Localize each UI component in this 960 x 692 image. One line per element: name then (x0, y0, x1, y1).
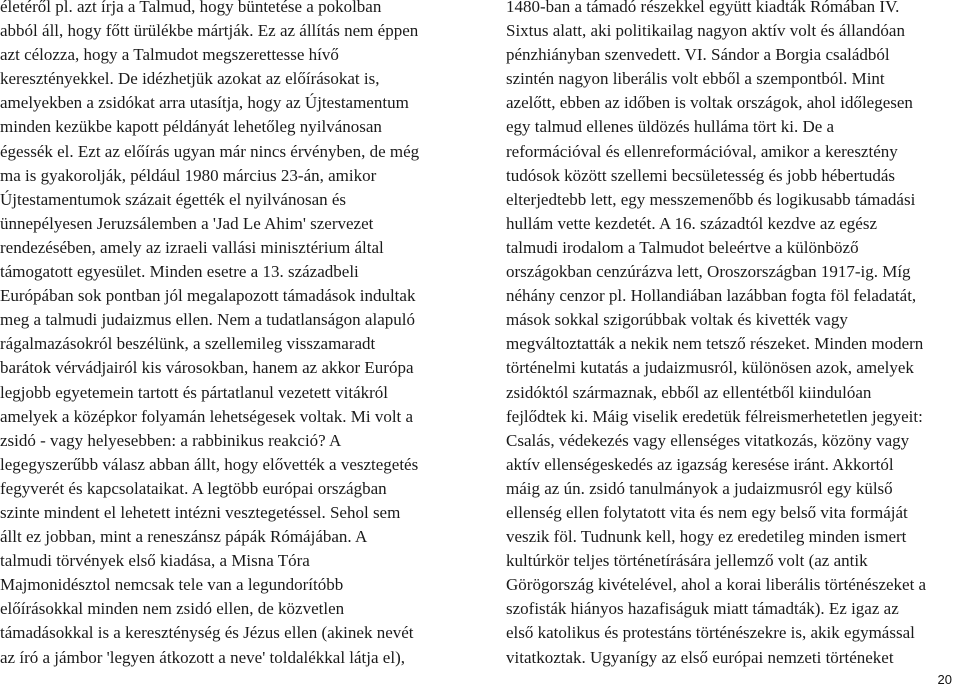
text-line: az író a jámbor 'legyen átkozott a neve' toldalékkal látja el), (0, 647, 405, 667)
text-line: abból áll, hogy főtt ürülékbe mártják. Ez az állítás nem éppen (0, 21, 419, 41)
text-line: talmudi törvények első kiadása, a Misna Tóra (0, 551, 310, 571)
text-line: pénzhiányban szenvedett. VI. Sándor a Borgia családból (506, 45, 890, 65)
text-line: előírásokkal minden nem zsidó ellen, de közvetlen (0, 599, 345, 619)
text-line: megváltoztatták a nekik nem tetsző részeket. Minden modern (506, 334, 924, 354)
text-line: szinte mindent el lehetett intézni vesztegetéssel. Sehol sem (0, 502, 401, 522)
text-line: minden kezükbe kapott példányát lehetőleg nyilvánosan (0, 117, 382, 137)
text-line: szofisták hiányos hazafiságuk miatt támadták). Ez igaz az (506, 599, 899, 619)
page-number: 20 (937, 672, 952, 687)
text-line: Sixtus alatt, aki politikailag nagyon aktív volt és állandóan (506, 21, 905, 41)
text-line: egy talmud ellenes üldözés hulláma tört ki. De a (506, 117, 835, 137)
text-line: vitatkoztak. Ugyanígy az első európai nemzeti történeket (506, 647, 894, 667)
text-line: országokban cenzúrázva lett, Oroszországban 1917-ig. Míg (506, 262, 911, 282)
text-line: fejlődtek ki. Máig viselik eredetük félreismerhetetlen jegyeit: (506, 406, 923, 426)
text-line: égessék el. Ezt az előírás ugyan már nincs érvényben, de még (0, 141, 420, 161)
text-line: szintén nagyon liberális volt ebből a szempontból. Mint (506, 69, 885, 89)
text-line: barátok vérvádjairól kis városokban, hanem az akkor Európa (0, 358, 414, 378)
text-line: máig az ún. zsidó tanulmányok a judaizmusról egy külső (506, 478, 893, 498)
text-line: veszik föl. Tudnunk kell, hogy ez eredetileg minden ismert (506, 527, 907, 547)
text-line: Görögország kivételével, ahol a korai liberális történészeket a (506, 575, 927, 595)
text-line: amelyek a középkor folyamán lehetségesek voltak. Mi volt a (0, 406, 414, 426)
text-line: támogatott egyesület. Minden esetre a 13. századbeli (0, 262, 359, 282)
text-line: zsidóktól származnak, ebből az ellentétből kiindulóan (506, 382, 872, 402)
text-line: mások sokkal szigorúbbak voltak és kivették vagy (506, 310, 848, 330)
text-line: támadásokkal is a kereszténység és Jézus ellen (akinek nevét (0, 623, 414, 643)
text-line: első katolikus és protestáns történészekre is, akik egymással (506, 623, 915, 643)
text-line: rágalmazásokról beszélünk, a szellemileg visszamaradt (0, 334, 376, 354)
text-line: tudósok között szellemi becsületesség és jobb hébertudás (506, 165, 896, 185)
text-line: ellenség ellen folytatott vita és nem egy belső vita formáját (506, 502, 908, 522)
text-line: ma is gyakorolják, például 1980 március 23-án, amikor (0, 165, 377, 185)
text-line: ünnepélyesen Jeruzsálemben a 'Jad Le Ahim' szervezet (0, 213, 374, 233)
text-line: néhány cenzor pl. Hollandiában lazábban fogta föl feladatát, (506, 286, 917, 306)
text-line: történelmi kutatás a judaizmusról, különösen azok, amelyek (506, 358, 914, 378)
text-line: reformációval és ellenreformációval, amikor a keresztény (506, 141, 898, 161)
text-line: elterjedtebb lett, egy messzemenőbb és logikusabb támadási (506, 189, 916, 209)
text-line: zsidó - vagy helyesebben: a rabbinikus reakció? A (0, 430, 342, 450)
text-line: azelőtt, ebben az időben is voltak országok, ahol időlegesen (506, 93, 913, 113)
text-line: Csalás, védekezés vagy ellenséges vitatkozás, közöny vagy (506, 430, 910, 450)
text-line: 1480-ban a támadó részekkel együtt kiadták Rómában IV. (506, 0, 900, 16)
text-line: kultúrkör teljes történetírására jellemző volt (az antik (506, 551, 868, 571)
text-line: legjobb egyetemein tartott és pártatlanul vezetett vitákról (0, 382, 389, 402)
left-text-column (0, 0, 470, 670)
text-line: amelyekben a zsidókat arra utasítja, hogy az Újtestamentum (0, 93, 409, 113)
text-line: Újtestamentumok százait égették el nyilvánosan és (0, 189, 347, 209)
text-line: Majmonidésztol nemcsak tele van a legundorítóbb (0, 575, 344, 595)
text-line: hullám vette kezdetét. A 16. századtól kezdve az egész (506, 213, 878, 233)
text-line: talmudi irodalom a Talmudot beleértve a különböző (506, 237, 859, 257)
text-line: fegyverét és kapcsolataikat. A legtöbb európai országban (0, 478, 387, 498)
text-line: meg a talmudi judaizmus ellen. Nem a tudatlanságon alapuló (0, 310, 415, 330)
text-line: keresztényekkel. De idézhetjük azokat az előírásokat is, (0, 69, 380, 89)
text-line: állt ez jobban, mint a reneszánsz pápák Rómájában. A (0, 527, 368, 547)
text-line: életéről pl. azt írja a Talmud, hogy büntetése a pokolban (0, 0, 382, 16)
text-line: rendezésében, amely az izraeli vallási minisztérium által (0, 237, 384, 257)
text-line: azt célozza, hogy a Talmudot megszerettesse hívő (0, 45, 339, 65)
text-line: legegyszerűbb válasz abban állt, hogy elővették a vesztegetés (0, 454, 419, 474)
right-text-column (506, 0, 960, 670)
text-line: aktív ellenségeskedés az igazság keresése iránt. Akkortól (506, 454, 894, 474)
text-line: Európában sok pontban jól megalapozott támadások indultak (0, 286, 416, 306)
